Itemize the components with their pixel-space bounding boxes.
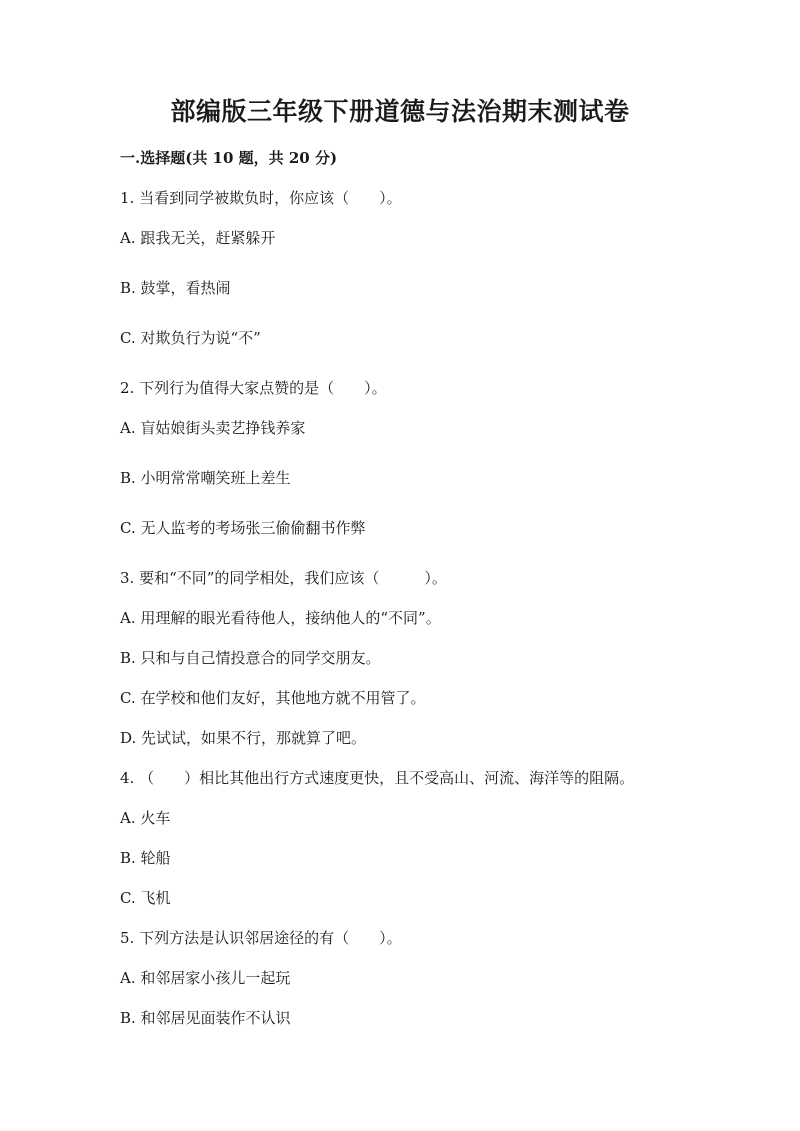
answer-option: A. 和邻居家小孩儿一起玩 — [120, 969, 291, 987]
question-stem: 3. 要和“不同”的同学相处，我们应该（ ）。 — [120, 569, 447, 587]
answer-option: A. 用理解的眼光看待他人，接纳他人的“不同”。 — [120, 609, 441, 627]
question-stem: 1. 当看到同学被欺负时，你应该（ ）。 — [120, 189, 402, 207]
answer-option: A. 跟我无关，赶紧躲开 — [120, 229, 276, 247]
exam-title: 部编版三年级下册道德与法治期末测试卷 — [170, 97, 630, 126]
answer-option: B. 只和与自己情投意合的同学交朋友。 — [120, 649, 381, 667]
question-stem: 4. （ ）相比其他出行方式速度更快，且不受高山、河流、海洋等的阻隔。 — [120, 769, 635, 787]
answer-option: B. 和邻居见面装作不认识 — [120, 1009, 291, 1027]
answer-option: C. 在学校和他们友好，其他地方就不用管了。 — [120, 689, 426, 707]
answer-option: C. 对欺负行为说“不” — [120, 329, 261, 347]
answer-option: C. 无人监考的考场张三偷偷翻书作弊 — [120, 519, 366, 537]
answer-option: A. 盲姑娘街头卖艺挣钱养家 — [120, 419, 306, 437]
answer-option: B. 鼓掌，看热闹 — [120, 279, 231, 297]
answer-option: B. 小明常常嘲笑班上差生 — [120, 469, 291, 487]
answer-option: A. 火车 — [120, 809, 171, 827]
answer-option: D. 先试试，如果不行，那就算了吧。 — [120, 729, 367, 747]
answer-option: C. 飞机 — [120, 889, 171, 907]
question-stem: 2. 下列行为值得大家点赞的是（ ）。 — [120, 379, 387, 397]
section-heading: 一.选择题(共 10 题，共 20 分) — [120, 149, 338, 167]
question-stem: 5. 下列方法是认识邻居途径的有（ ）。 — [120, 929, 402, 947]
answer-option: B. 轮船 — [120, 849, 171, 867]
